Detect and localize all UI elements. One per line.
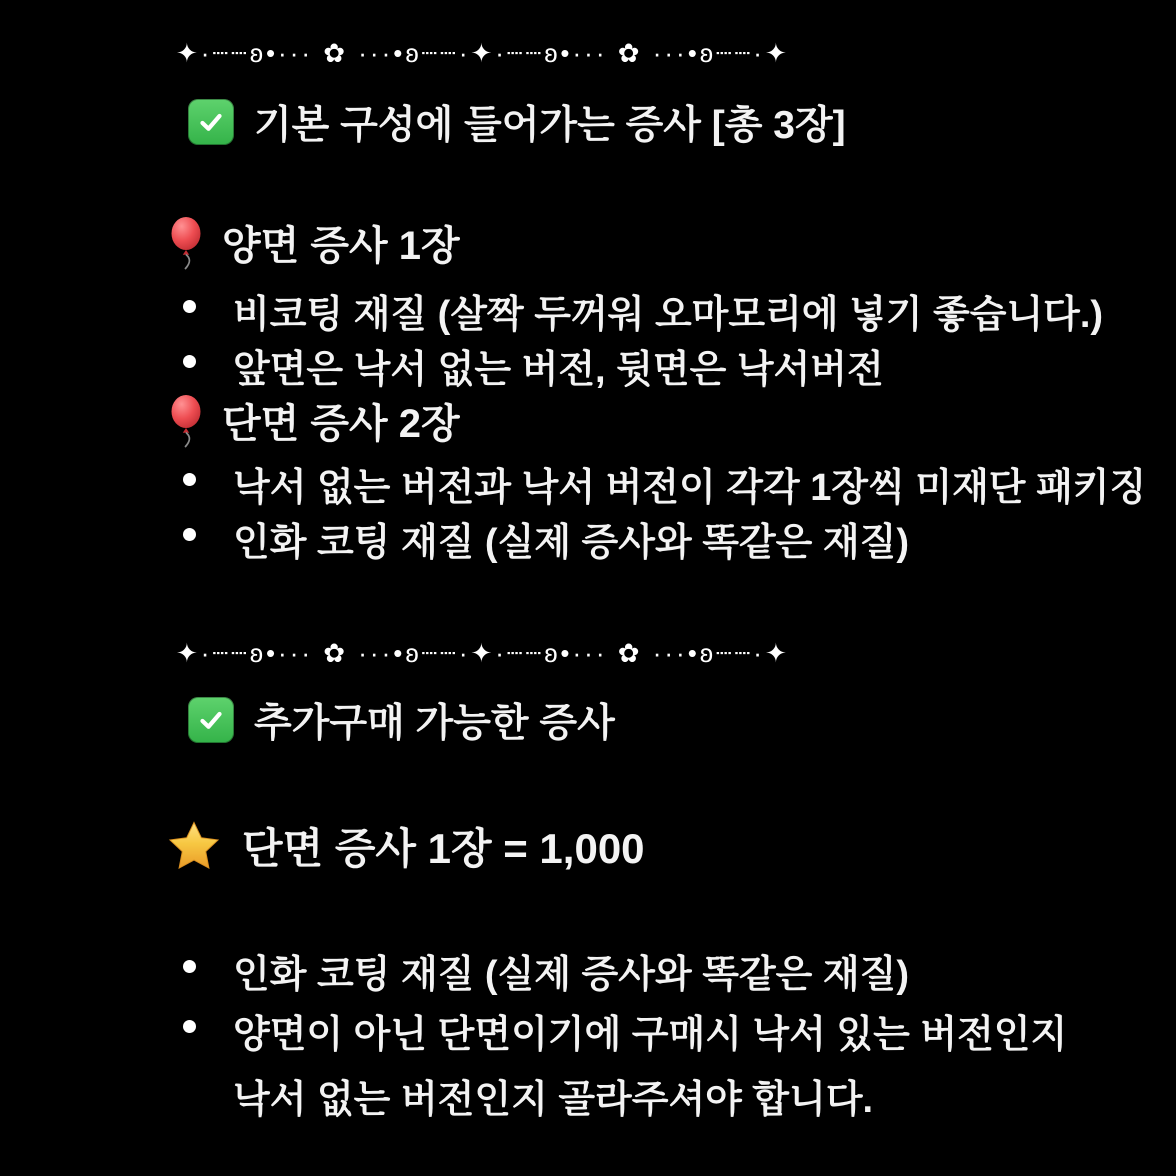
single-sided-item-heading (168, 392, 460, 449)
bullet-dot-icon (183, 355, 196, 368)
bullet-item (183, 283, 1103, 338)
basic-section-heading (188, 94, 846, 150)
bullet-text: 앞면은 낙서 없는 버전, 뒷면은 낙서버전 (233, 349, 884, 391)
double-sided-item-text (222, 214, 460, 271)
heading-text-post: ] (832, 104, 846, 147)
bullet-text: 양면이 아닌 단면이기에 구매시 낙서 있는 버전인지 (233, 1014, 1068, 1056)
double-sided-pre: 양면 증사 (222, 224, 399, 268)
price-line (168, 816, 645, 876)
bullet-text: 인화 코팅 재질 (실제 증사와 똑같은 재질) (233, 522, 909, 564)
bullet-text-bold: 1장씩 (810, 467, 905, 509)
double-sided-item-heading (168, 214, 460, 271)
bullet-item (183, 338, 884, 393)
bullet-text: 비코팅 재질 (살짝 두꺼워 오마모리에 넣기 좋습니다.) (233, 294, 1104, 336)
double-sided-bold: 1장 (398, 224, 460, 268)
bullet-item (183, 456, 1146, 511)
bullet-text: 인화 코팅 재질 (실제 증사와 똑같은 재질) (233, 954, 909, 996)
price-bold: 1장 = 1,000 (427, 825, 645, 872)
decor-divider-middle: ✦·┈┈ʚ•··· ✿ ···•ʚ┈┈·✦·┈┈ʚ•··· ✿ ···•ʚ┈┈·✦ (176, 638, 790, 668)
heading-text-bold: 3장 (773, 104, 833, 147)
bullet-dot-icon (183, 1020, 196, 1033)
bullet-item (183, 1003, 1067, 1058)
bullet-text-post: 미재단 패키징 (904, 467, 1147, 509)
balloon-icon (168, 216, 204, 270)
bullet-text-continuation: 낙서 없는 버전인지 골라주셔야 합니다. (233, 1079, 874, 1121)
check-mark-icon (188, 697, 234, 743)
extra-section-heading (188, 692, 615, 748)
single-sided-item-text (222, 392, 460, 449)
bullet-dot-icon (183, 528, 196, 541)
star-icon (168, 820, 220, 872)
bullet-text (233, 456, 1146, 511)
balloon-icon (168, 394, 204, 448)
price-line-text (242, 816, 645, 876)
bullet-item (183, 943, 909, 998)
extra-section-heading-text: 추가구매 가능한 증사 (254, 702, 615, 745)
bullet-dot-icon (183, 300, 196, 313)
bullet-text-pre: 낙서 없는 버전과 낙서 버전이 각각 (233, 467, 811, 509)
price-pre: 단면 증사 (242, 825, 428, 872)
single-sided-pre: 단면 증사 (222, 402, 399, 446)
bullet-item (183, 511, 909, 566)
bullet-dot-icon (183, 473, 196, 486)
heading-text-pre: 기본 구성에 들어가는 증사 [총 (254, 104, 774, 147)
basic-section-heading-text (254, 94, 846, 150)
bullet-dot-icon (183, 960, 196, 973)
check-mark-icon (188, 99, 234, 145)
decor-divider-top: ✦·┈┈ʚ•··· ✿ ···•ʚ┈┈·✦·┈┈ʚ•··· ✿ ···•ʚ┈┈·✦ (176, 38, 790, 68)
single-sided-bold: 2장 (398, 402, 460, 446)
